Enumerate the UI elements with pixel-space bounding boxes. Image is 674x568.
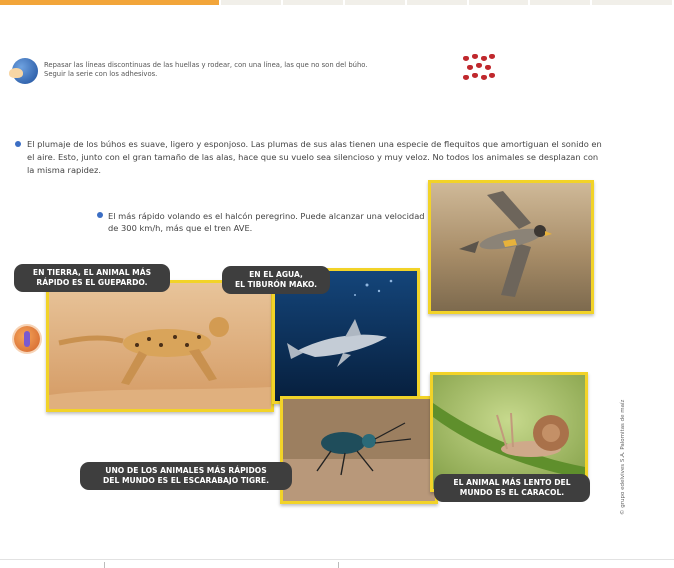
footer-divider <box>0 559 674 560</box>
progress-segment <box>221 0 281 5</box>
progress-segment <box>283 0 343 5</box>
beetle-photo <box>280 396 438 504</box>
side-activity-icon[interactable] <box>14 326 40 352</box>
progress-segment <box>469 0 529 5</box>
top-progress-bar <box>0 0 674 6</box>
progress-segment <box>345 0 405 5</box>
cheetah-label: EN TIERRA, EL ANIMAL MÁS RÁPIDO ES EL GUEPARDO. <box>14 264 170 292</box>
owl-footprints-icon <box>463 54 495 84</box>
activity-instructions <box>44 61 444 79</box>
falcon-paragraph: El más rápido volando es el halcón peregrino. Puede alcanzar una velocidad de 300 km/h, más que el tren AVE. <box>108 211 425 233</box>
footer-tick <box>104 562 105 568</box>
child-reading-icon <box>12 58 38 84</box>
bullet-icon <box>97 212 103 218</box>
progress-segment <box>407 0 467 5</box>
beetle-label: UNO DE LOS ANIMALES MÁS RÁPIDOS DEL MUNDO ES EL ESCARABAJO TIGRE. <box>80 462 292 490</box>
falcon-photo <box>428 180 594 314</box>
instruction-line-1: Repasar las líneas discontinuas de las huellas y rodear, con una línea, las que no son del búho. <box>44 61 368 69</box>
bullet-icon <box>15 141 21 147</box>
progress-segment <box>592 0 672 5</box>
footer-tick <box>338 562 339 568</box>
instruction-line-2: Seguir la serie con los adhesivos. <box>44 70 158 78</box>
cheetah-photo <box>46 280 274 412</box>
snail-label: EL ANIMAL MÁS LENTO DEL MUNDO ES EL CARACOL. <box>434 474 590 502</box>
copyright-credit: © grupo edelvives S.A. Palomitas de maíz <box>620 399 626 515</box>
progress-segment-active <box>0 0 219 5</box>
main-paragraph: El plumaje de los búhos es suave, ligero y esponjoso. Las plumas de sus alas tienen una especie de flequitos que amortiguan el sonido en el aire. Esto, junto con el gran tamaño de las alas, hace que su vuelo sea silencioso y muy veloz. No todos los animales se desplazan con la misma rapidez. <box>27 139 602 175</box>
progress-segment <box>530 0 590 5</box>
shark-label: EN EL AGUA, EL TIBURÓN MAKO. <box>222 266 330 294</box>
